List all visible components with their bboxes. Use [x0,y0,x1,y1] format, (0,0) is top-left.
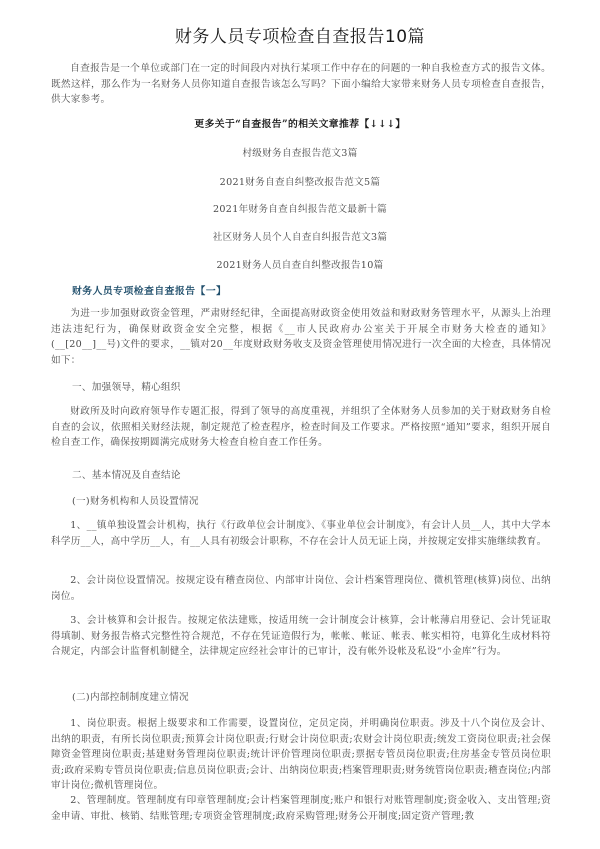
document-title: 财务人员专项检查自查报告10篇 [174,27,426,47]
body-paragraph: 1、__镇单独设置会计机构，执行《行政单位会计制度》、《事业单位会计制度》，有会计人员__人，其中大学本科学历__人，高中学历__人，有__人具有初级会计职称，不存在会计人员无证上岗，并按规定安排实施继续教育。 [51,520,551,547]
body-paragraph: 2、会计岗位设置情况。按规定设有稽查岗位、内部审计岗位、会计档案管理岗位、微机管理(核算)岗位、出纳岗位。 [51,575,551,602]
recommend-link[interactable]: 2021财务自查自纠整改报告范文5篇 [219,177,381,188]
recommend-link[interactable]: 社区财务人员个人自查自纠报告范文3篇 [212,232,388,243]
body-paragraph: 3、会计核算和会计报告。按规定依法建账，按适用统一会计制度会计核算，会计帐薄启用登记、会计凭证取得填制、财务报告格式完整性符合规范，不存在凭证造假行为，帐帐、帐证、帐表、帐实相符，电算化生成材料符合规定，内部会计监督机制健全，法律规定应经社会审计的已审计，没有帐外设帐及私设“小金库”行为。 [51,615,551,657]
intro-paragraph: 自查报告是一个单位或部门在一定的时间段内对执行某项工作中存在的问题的一种自我检查方式的报告文体。既然这样，那么作为一名财务人员你知道自查报告该怎么写吗？下面小编给大家带来财务人员专项检查自查报告，供大家参考。 [51,63,551,105]
recommend-link[interactable]: 村级财务自查报告范文3篇 [242,148,358,159]
recommend-link[interactable]: 2021财务人员自查自纠整改报告10篇 [216,260,384,271]
subheading: (一)财务机构和人员设置情况 [72,496,199,507]
recommend-link[interactable]: 2021年财务自查自纠报告范文最新十篇 [212,204,388,215]
subheading: (二)内部控制制度建立情况 [72,692,189,703]
body-paragraph: 1、岗位职责。根据上级要求和工作需要，设置岗位，定员定岗，并明确岗位职责。涉及十八个岗位及会计、出纳的职责，有所长岗位职责;预算会计岗位职责;行财会计岗位职责;农财会计岗位职责;统发工资岗位职责;社会保障资金管理岗位职责;基建财务管理岗位职责;统计评价管理岗位职责;票据专管员岗位职责;住房基金专管员岗位职责;政府采购专管员岗位职责;信息员岗位职责;会计、出纳岗位职责;档案管理职责;财务统管岗位职责;稽查岗位;内部审计岗位;微机管理岗位。 [51,718,551,791]
recommend-header: 更多关于“自查报告”的相关文章推荐【↓↓↓】 [194,119,406,130]
body-paragraph: 财政所及时向政府领导作专题汇报，得到了领导的高度重视，并组织了全体财务人员参加的关于财政财务自检自查的会议，依照相关财经法规，制定规范了检查程序，检查时间及工作要求。严格按照“通知”要求，组织开展自检自查工作，确保按期圆满完成财务大检查自检自查工作任务。 [51,406,551,448]
section-heading: 财务人员专项检查自查报告【一】 [72,286,227,297]
body-paragraph: 2、管理制度。管理制度有印章管理制度;会计档案管理制度;账户和银行对账管理制度;资金收入、支出管理;资金申请、审批、核销、结账管理;专项资金管理制度;政府采购管理;财务公开制度;固定资产管理;教 [51,795,551,822]
subheading: 一、加强领导，精心组织 [72,382,181,393]
subheading: 二、基本情况及自查结论 [72,470,181,481]
body-paragraph: 为进一步加强财政资金管理，严肃财经纪律，全面提高财政资金使用效益和财政财务管理水平，从源头上治理违法违纪行为，确保财政资金安全完整，根据《__市人民政府办公室关于开展全市财务大检查的通知》(__[20__]__号)文件的要求，__镇对20__年度财政财务收支及资金管理使用情况进行一次全面的大检查，具体情况如下： [51,308,551,366]
